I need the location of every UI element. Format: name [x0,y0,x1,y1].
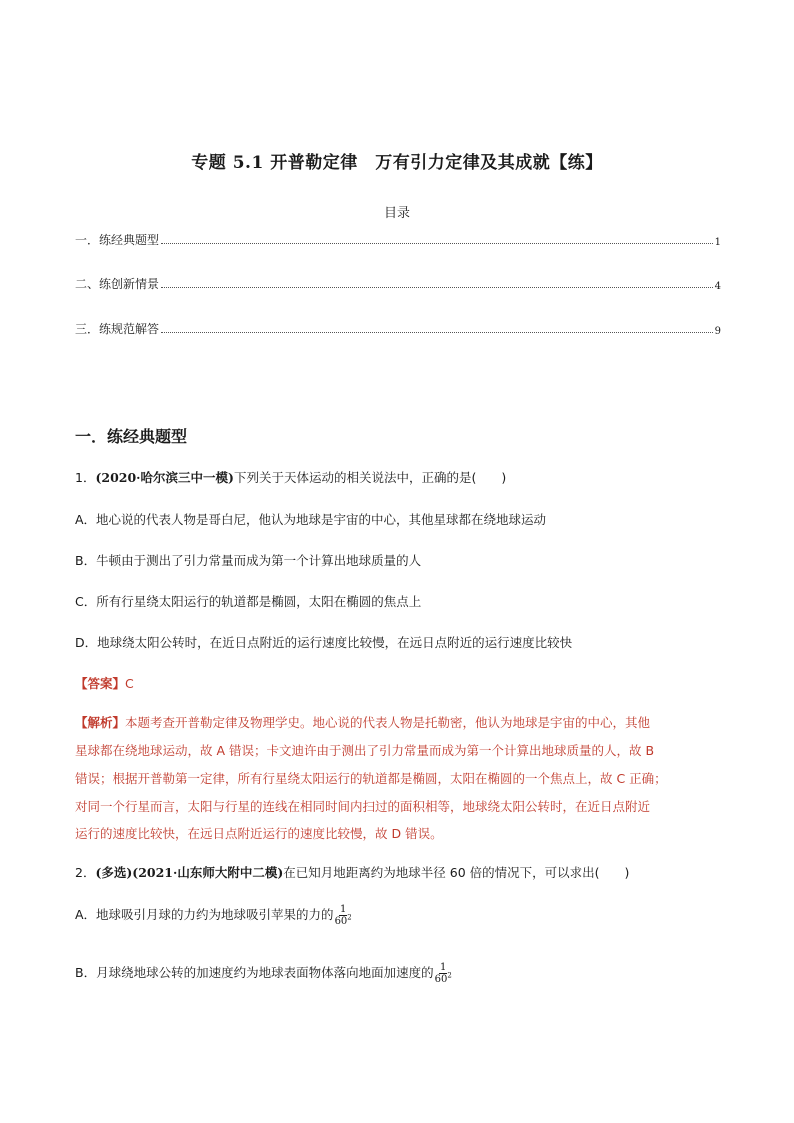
toc-entry-label: 二、练创新情景 [75,277,160,291]
fraction-exponent: 2 [447,971,452,980]
fraction-denominator [434,971,452,985]
question-text: 下列关于天体运动的相关说法中，正确的是( ) [233,470,507,485]
document-title: 专题 5.1 开普勒定律 万有引力定律及其成就【练】 [191,153,603,173]
toc-entry[interactable] [75,232,721,248]
option-c: C．所有行星绕太阳运行的轨道都是椭圆，太阳在椭圆的焦点上 [75,594,422,609]
question-multi-tag: (多选) [95,865,133,880]
option-b: B．牛顿由于测出了引力常量而成为第一个计算出地球质量的人 [75,553,422,568]
fraction-numerator: 1 [439,962,447,973]
option-text: B．月球绕地球公转的加速度约为地球表面物体落向地面加速度的 [75,965,434,980]
answer-tag: 【答案】 [75,676,126,691]
question-stem [75,863,629,881]
option-b [75,962,452,985]
toc-entry[interactable] [75,276,721,292]
toc-entry-page: 4 [714,281,721,292]
fraction [335,904,352,927]
answer-line [75,674,134,692]
question-number: 2． [75,865,96,880]
toc-leader-dots [161,242,713,244]
fraction [435,962,452,985]
option-text: A．地球吸引月球的力约为地球吸引苹果的力的 [75,907,334,922]
analysis-line: 错误；根据开普勒第一定律，所有行星绕太阳运行的轨道都是椭圆，太阳在椭圆的一个焦点上，故 C 正确； [75,771,667,786]
toc-entry-label: 三．练规范解答 [75,322,160,336]
analysis-line: 星球都在绕地球运动，故 A 错误；卡文迪许由于测出了引力常量而成为第一个计算出地球质量的人，故 B [75,743,655,758]
toc-entry[interactable] [75,321,721,337]
analysis-text: 本题考查开普勒定律及物理学史。地心说的代表人物是托勒密，他认为地球是宇宙的中心，其他 [125,715,651,730]
toc-entry-label: 一．练经典题型 [75,233,160,247]
option-d: D．地球绕太阳公转时，在近日点附近的运行速度比较慢，在远日点附近的运行速度比较快 [75,635,573,650]
answer-value: C [125,676,134,691]
section-heading: 一．练经典题型 [75,427,188,446]
toc-heading: 目录 [383,206,410,221]
analysis-line: 运行的速度比较快，在远日点附近运行的速度比较慢，故 D 错误。 [75,826,443,841]
question-text: 在已知月地距离约为地球半径 60 倍的情况下，可以求出( ) [283,865,630,880]
analysis-line: 对同一个行星而言，太阳与行星的连线在相同时间内扫过的面积相等，地球绕太阳公转时，在近日点附近 [75,799,651,814]
option-a [75,904,352,927]
question-source: (2021·山东师大附中二模) [132,865,284,880]
fraction-base: 60 [334,916,348,927]
question-number: 1． [75,470,96,485]
toc-leader-dots [161,286,713,288]
toc-entry-page: 9 [714,326,721,337]
toc-entry-page: 1 [714,237,721,248]
question-stem [75,468,506,486]
fraction-numerator: 1 [339,904,347,915]
toc-leader-dots [161,331,713,333]
analysis-tag: 【解析】 [75,715,126,730]
option-a: A．地心说的代表人物是哥白尼，他认为地球是宇宙的中心，其他星球都在绕地球运动 [75,512,547,527]
analysis-line [75,713,650,731]
question-source: (2020·哈尔滨三中一模) [95,470,234,485]
fraction-denominator [334,913,352,927]
fraction-exponent: 2 [347,913,352,922]
fraction-base: 60 [434,974,448,985]
